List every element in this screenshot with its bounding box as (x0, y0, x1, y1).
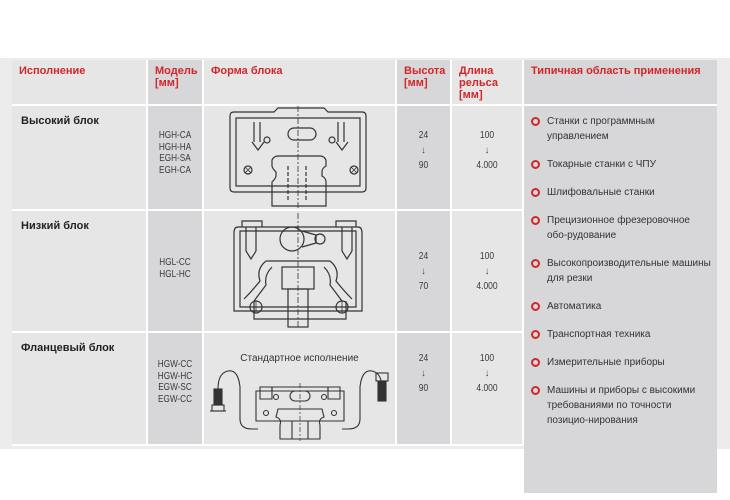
high-block-drawing-icon (204, 106, 397, 209)
list-item: Токарные станки с ЧПУ (531, 157, 711, 172)
list-item: Шлифовальные станки (531, 185, 711, 200)
model-code: HGW-HC (157, 370, 193, 382)
list-item: Транспортная техника (531, 327, 711, 342)
header-shape: Форма блока (204, 60, 397, 104)
low-block-drawing-icon (204, 211, 397, 331)
bullet-circle-icon (531, 358, 540, 367)
arrow-down-icon: ↓ (484, 368, 490, 379)
block-type-label: Высокий блок (21, 115, 99, 127)
rail-length-range: 100 ↓ 4.000 (457, 351, 517, 396)
arrow-down-icon: ↓ (421, 266, 426, 277)
flange-block-drawing-icon (204, 333, 397, 444)
model-code: HGH-CA (158, 130, 192, 141)
list-item: Станки с программным управлением (531, 114, 711, 144)
block-type-label: Фланцевый блок (21, 342, 115, 354)
model-code: HGW-CC (157, 359, 193, 370)
applications-list (524, 106, 717, 493)
list-item: Машины и приборы с высокими требованиями по точности позицио-нирования (531, 383, 711, 428)
list-item: Высокопроизводительные машины для резки (531, 256, 711, 286)
height-range: 24 ↓ 90 (401, 351, 446, 396)
rail-length-range: 100 ↓ 4.000 (457, 249, 517, 294)
bullet-circle-icon (531, 259, 540, 268)
linear-block-table (12, 60, 717, 446)
model-code: HGL-CC (159, 257, 191, 268)
model-list (153, 359, 197, 405)
height-range: 24 ↓ 70 (401, 249, 446, 294)
table-header (12, 60, 717, 106)
model-code: EGW-SC (158, 382, 192, 393)
bullet-circle-icon (531, 160, 540, 169)
arrow-down-icon: ↓ (421, 145, 426, 156)
arrow-down-icon: ↓ (484, 145, 490, 156)
bullet-circle-icon (531, 386, 540, 395)
model-code: EGH-CA (159, 164, 191, 176)
arrow-down-icon: ↓ (421, 368, 426, 379)
model-code: EGW-CC (157, 393, 193, 405)
height-range: 24 ↓ 90 (401, 128, 446, 173)
header-execution: Исполнение (12, 60, 148, 104)
bullet-circle-icon (531, 330, 540, 339)
arrow-down-icon: ↓ (484, 266, 490, 277)
header-rail-length: Длина рельса [мм] (452, 60, 524, 104)
header-height: Высота [мм] (397, 60, 452, 104)
model-code: HGL-HC (159, 268, 191, 280)
list-item: Прецизионное фрезеровочное обо-рудование (531, 213, 711, 243)
model-list (153, 257, 197, 280)
model-list (153, 130, 197, 176)
block-type-label: Низкий блок (21, 220, 89, 232)
shape-caption: Стандартное исполнение (240, 353, 359, 364)
header-applications: Типичная область применения (524, 60, 717, 104)
model-code: EGH-SA (159, 153, 191, 164)
model-code: HGH-HA (158, 141, 192, 153)
rail-length-range: 100 ↓ 4.000 (457, 128, 517, 173)
bullet-circle-icon (531, 302, 540, 311)
list-item: Измерительные приборы (531, 355, 711, 370)
list-item: Автоматика (531, 299, 711, 314)
bullet-circle-icon (531, 216, 540, 225)
header-model: Модель [мм] (148, 60, 204, 104)
bullet-circle-icon (531, 117, 540, 126)
bullet-circle-icon (531, 188, 540, 197)
